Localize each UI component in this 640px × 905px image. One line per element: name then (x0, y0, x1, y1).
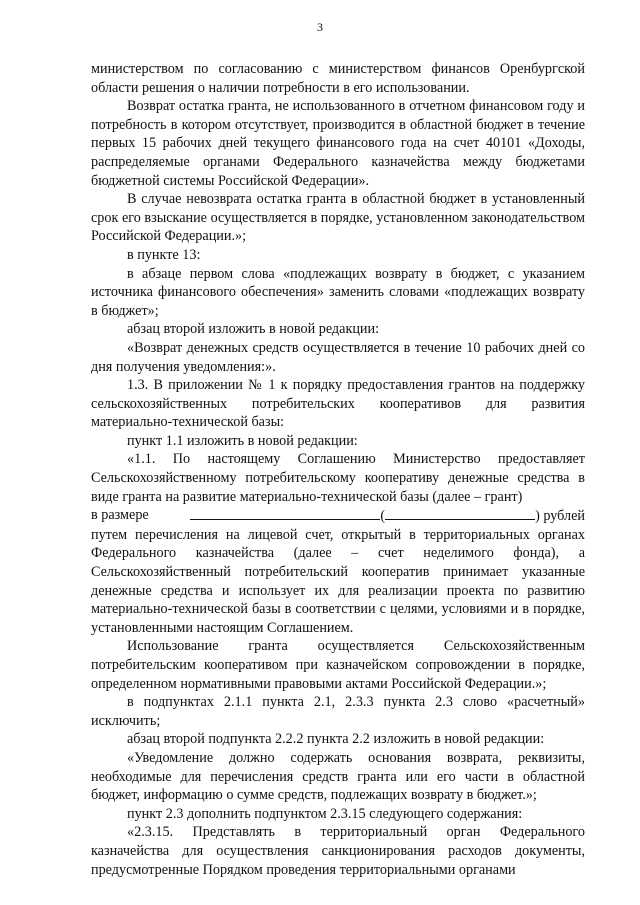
paragraph-12: в подпунктах 2.1.1 пункта 2.1, 2.3.3 пункта 2.3 слово «расчетный» исключить; (91, 694, 585, 729)
paragraph-16: «2.3.15. Представлять в территориальный орган Федерального казначейства для осуществления санкционирования расходов документы, предусмотренные Порядком проведения территориальными органами (91, 824, 585, 878)
amount-suffix: ) рублей (535, 508, 585, 525)
paragraph-7: «Возврат денежных средств осуществляется в течение 10 рабочих дней со дня получения уведомления:». (91, 339, 585, 375)
paragraph-5: в абзаце первом слова «подлежащих возврату в бюджет, с указанием источника финансового обеспечения» заменить словами «подлежащих возврату в бюджет»; (91, 265, 585, 319)
paragraph-1: министерством по согласованию с министерством финансов Оренбургской области решения о наличии потребности в его использовании. (91, 61, 585, 96)
paragraph-9: пункт 1.1 изложить в новой редакции: (127, 432, 358, 449)
paragraph-4: в пункте 13: (127, 246, 201, 263)
grant-amount-line (91, 506, 585, 526)
paragraph-10c: путем перечисления на лицевой счет, открытый в территориальных органах Федерального казначейства (далее – счет неделимого фонда), а Сельскохозяйственный потребительский кооператив принимает указанные денежные средства и использует их для реализации проекта по развитию материально-технической базы в соответствии с целями, условиями и в порядке, установленными настоящим Соглашением. (91, 526, 585, 636)
amount-paren-open: ( (380, 508, 386, 525)
document-body (91, 60, 585, 879)
paragraph-8: 1.3. В приложении № 1 к порядку предоставления грантов на поддержку сельскохозяйственных потребительских кооперативов для развития материально-технической базы: (91, 377, 585, 431)
paragraph-11: Использование гранта осуществляется Сельскохозяйственным потребительским кооперативом при казначейском сопровождении в порядке, определенном нормативными правовыми актами Российской Федерации.»; (91, 638, 585, 692)
amount-prefix: в размере (91, 507, 149, 524)
paragraph-10a: «1.1. По настоящему Соглашению Министерство предоставляет Сельскохозяйственному потребительскому кооперативу денежные средства в виде гранта на развитие материально-технической базы (далее – грант) (91, 451, 585, 505)
amount-words-blank-field (385, 506, 535, 520)
paragraph-6: абзац второй изложить в новой редакции: (127, 321, 380, 338)
paragraph-14: «Уведомление должно содержать основания возврата, реквизиты, необходимые для перечисления средств гранта или его части в областной бюджет, информацию о сумме средств, подлежащих возврату в бюджет.»; (91, 749, 585, 804)
paragraph-13: абзац второй подпункта 2.2.2 пункта 2.2 изложить в новой редакции: (127, 731, 545, 748)
paragraph-15: пункт 2.3 дополнить подпунктом 2.3.15 следующего содержания: (127, 805, 523, 822)
page-number: 3 (317, 20, 323, 34)
paragraph-2: Возврат остатка гранта, не использованного в отчетном финансовом году и потребность в котором отсутствует, производится в областной бюджет в течение первых 15 рабочих дней текущего финансового года на счет 40101 «Доходы, распределяемые органами Федерального казначейства между бюджетами бюджетной системы Российской Федерации». (91, 98, 585, 189)
paragraph-3: В случае невозврата остатка гранта в областной бюджет в установленный срок его взыскание осуществляется в порядке, установленном законодательством Российской Федерации.»; (91, 191, 585, 245)
amount-blank-field (190, 506, 380, 520)
